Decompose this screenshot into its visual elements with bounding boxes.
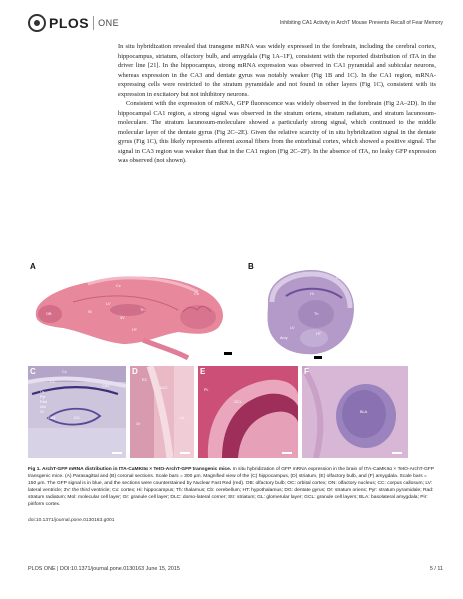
label-d-or: Or xyxy=(136,422,141,426)
label-a-cx: Cx xyxy=(116,284,121,288)
footer-citation: PLOS ONE | DOI:10.1371/journal.pone.0130163 June 15, 2015 xyxy=(28,566,180,572)
body-text xyxy=(118,42,436,166)
scale-bar-a xyxy=(224,352,232,355)
panel-a-label: A xyxy=(30,262,36,271)
label-c-cc: CC xyxy=(50,380,56,384)
figure-doi[interactable]: doi:10.1371/journal.pone.0130163.g001 xyxy=(28,518,115,523)
scale-bar-b xyxy=(314,356,322,359)
plos-logo[interactable] xyxy=(28,14,119,32)
panel-c-label: C xyxy=(30,367,36,376)
figure-1 xyxy=(28,262,436,462)
label-c-cx: Cx xyxy=(62,370,67,374)
label-a-ob: OB xyxy=(46,312,52,316)
sagittal-section-image xyxy=(28,262,238,360)
scale-bar-c xyxy=(112,452,122,454)
label-b-cx: Cx xyxy=(336,276,341,280)
label-d-ec: EC xyxy=(142,378,148,382)
label-c-pyr: Pyr xyxy=(40,395,46,399)
scale-bar-e xyxy=(282,452,292,454)
label-a-th: Th xyxy=(140,308,145,312)
logo-divider xyxy=(93,16,94,30)
label-c-dg: DG xyxy=(74,416,80,420)
label-b-hi: Hi xyxy=(310,292,314,296)
label-f-bla: BLA xyxy=(360,410,368,414)
label-e-gcl: GCL xyxy=(234,400,242,404)
olfactory-bulb-image xyxy=(198,366,298,458)
label-a-st: St xyxy=(88,310,92,314)
caption-text: In situ hybridization of GFP mRNA expression in the brain of tTA-CaMKIIα × TetO-ArchT-GFP transgenic mice. (A) Parasagittal and (B) coronal sections. Scale bars = 300 µm. Magnified view of the (C) hippocampus, (D) striatum, (E) olfactory bulb, and (F) amygdala. Scale bars = 150 µm. The GFP signal is in blue, and the sections were counterstained by Nuclear Fast Red (red). OB: olfactory bulb; OC: orbital cortex; ON: olfactory nucleus; CC: corpus callosum; LV: lateral ventricle; 3V: the third ventricle; Cx: cortex; Hi: hippocampus; Th: thalamus; Cb: cerebellum; HT: hypothalamus; DG: dentate gyrus; Or: stratum oriens; Pyr: stratum pyramidale; Rad: stratum radiatum; Mol: molecular cell layer; Gr: granule cell layer; DLC: dorso-lateral corner; Str: striatum; GL: glomerular layer; GCL: granule cell layers; BLA: basolateral amygdala; Pir: piriform cortex. xyxy=(28,467,434,507)
panel-e-label: E xyxy=(200,367,206,376)
label-c-mol: Mol xyxy=(40,405,47,409)
panel-f xyxy=(302,366,408,458)
panel-d xyxy=(130,366,194,458)
figure-caption xyxy=(28,466,436,508)
page-footer xyxy=(28,566,443,576)
label-c-ca1: CA1 xyxy=(102,384,110,388)
striatum-image xyxy=(130,366,194,458)
panel-c xyxy=(28,366,126,458)
caption-title: Fig 1. ArchT-GFP mRNA distribution in tTA-CaMKIIα × TetO-ArchT-GFP transgenic mice. xyxy=(28,467,232,472)
label-b-th: Th xyxy=(314,312,319,316)
paragraph-2: Consistent with the expression of mRNA, GFP fluorescence was widely observed in the forebrain (Fig 2A–2D). In the hippocampal CA1 region, a strong signal was observed in the stratum oriens, stratum radiatum, and stratum lacunosum-moleculare. The stratum lacunosum-moleculare showed a particularly strong signal, which continued to the middle molecular layer of the dentate gyrus (Fig 2C–2E). Given the relative scarcity of in situ hybridization signal in the dentate gyrus (Fig 1C), this likely represents afferent axonal fibers from the entorhinal cortex, which showed a positive signal. The signal in CA3 region was weaker than that in the CA1 region (Fig 2C–2F). In the absence of tTA, no leaky GFP expression was observed (not shown). xyxy=(118,100,436,164)
label-d-lv: LV xyxy=(180,416,185,420)
amygdala-image xyxy=(302,366,408,458)
label-b-lv: LV xyxy=(290,326,295,330)
logo-text: PLOS xyxy=(49,15,90,31)
label-d-dlc: DLC xyxy=(160,386,168,390)
label-a-cb: Cb xyxy=(194,292,199,296)
label-b-amy: Amy xyxy=(280,336,288,340)
page-header xyxy=(28,14,443,36)
label-c-rad: Rad xyxy=(40,400,47,404)
label-c-or: Or xyxy=(40,390,45,394)
label-e-pl: PL xyxy=(204,388,209,392)
label-a-lv: LV xyxy=(106,302,111,306)
panel-d-label: D xyxy=(132,367,138,376)
label-a-ht: HT xyxy=(132,328,138,332)
plos-logo-icon xyxy=(28,14,46,32)
label-c-ca3: CA3 xyxy=(48,416,56,420)
scale-bar-f xyxy=(392,452,402,454)
running-title: Inhibiting CA1 Activity in ArchT Mouse Prevents Recall of Fear Memory xyxy=(279,20,443,26)
panel-a xyxy=(28,262,238,360)
logo-sub: ONE xyxy=(98,18,120,28)
paragraph-1: In situ hybridization revealed that transgene mRNA was widely expressed in the forebrain, including the cerebral cortex, hippocampus, striatum, olfactory bulb, and amygdala (Fig 1A–1F), consistent with the reported distribution of tTA in the driver line [21]. In the hippocampus, strong mRNA expression was observed in CA1 pyramidal and subicular neurons, whereas expression in the CA3 and dentate gyrus was notably weaker (Fig 1B and 1C). In the CA1 region, mRNA-expressing cells were restricted to the stratum pyramidale and not found in other layers (Fig 1C), consistent with its expression in excitatory but not inhibitory neurons. xyxy=(118,43,436,98)
label-c-gr: Gr xyxy=(40,410,45,414)
scale-bar-d xyxy=(180,452,190,454)
label-b-ht: HT xyxy=(316,332,322,336)
page-number: 5 / 11 xyxy=(429,566,443,572)
label-a-3v: 3V xyxy=(120,316,125,320)
coronal-section-image xyxy=(246,262,366,360)
panel-b-label: B xyxy=(248,262,254,271)
panel-f-label: F xyxy=(304,367,309,376)
panel-e xyxy=(198,366,298,458)
panel-b xyxy=(246,262,366,360)
